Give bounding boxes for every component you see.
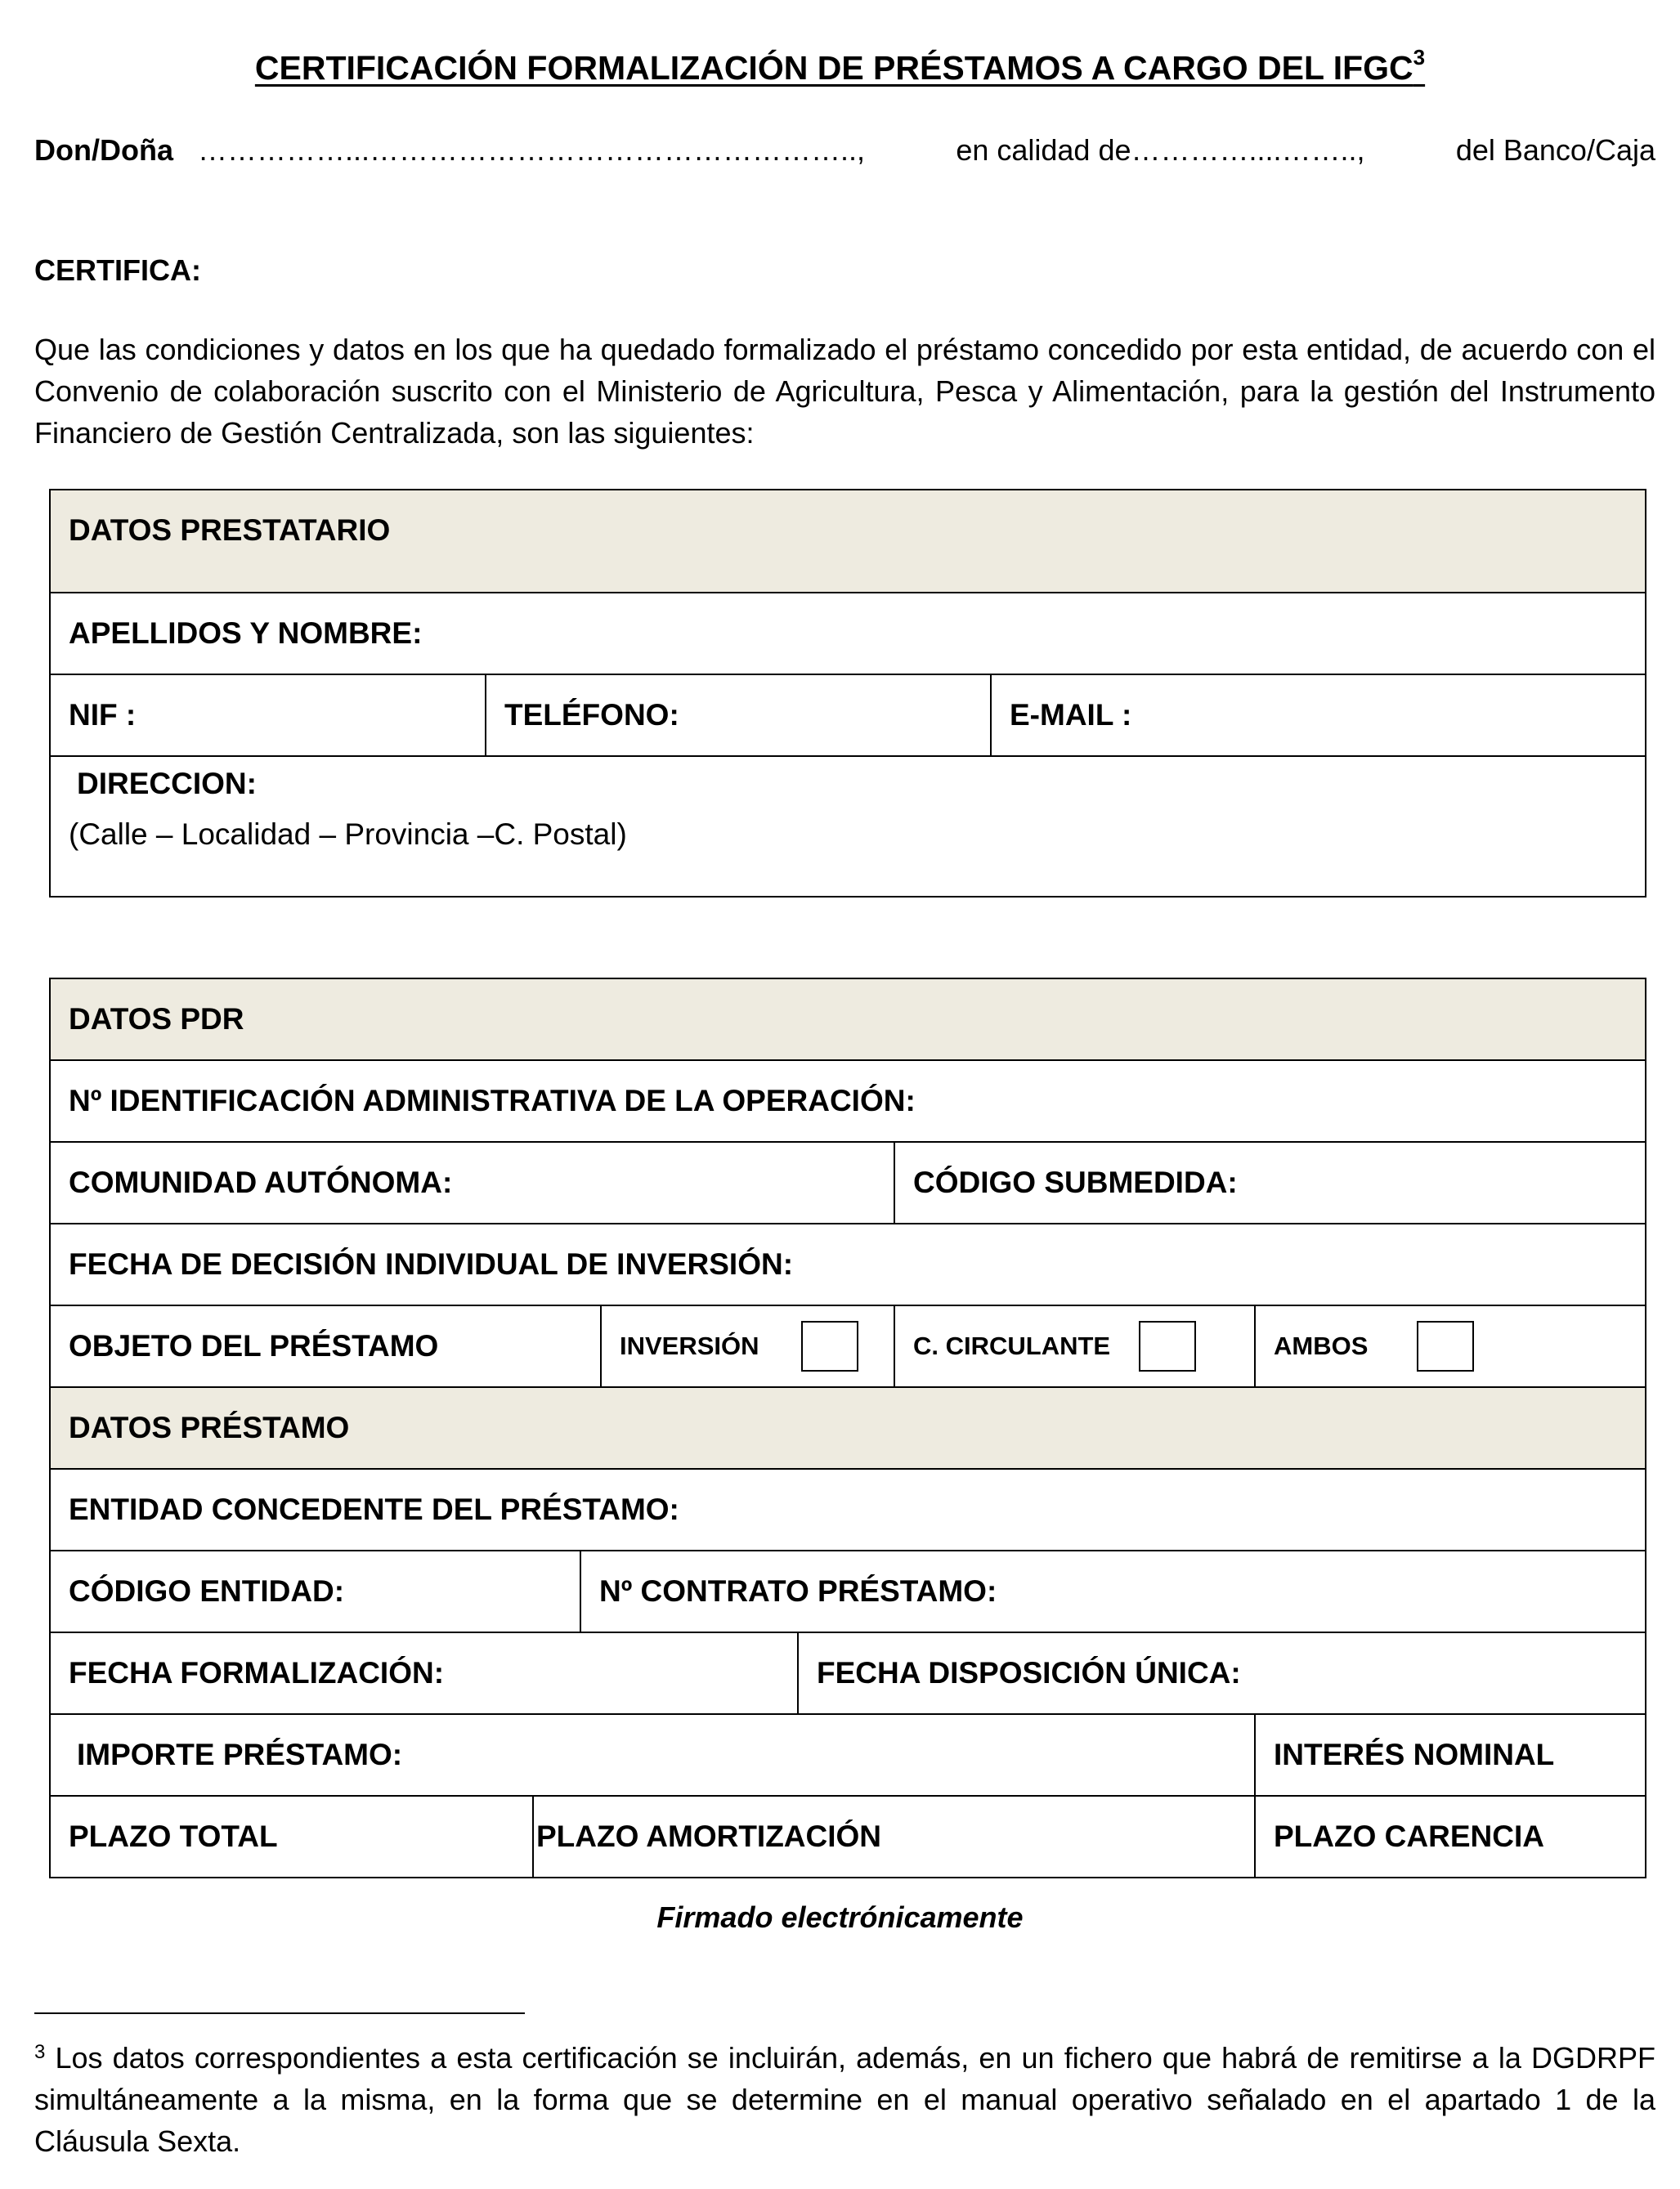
- plazo-total-field: PLAZO TOTAL: [50, 1796, 533, 1878]
- title-footnote-ref: 3: [1413, 45, 1426, 69]
- plazo-amortizacion-label: PLAZO AMORTIZACIÓN: [536, 1820, 882, 1853]
- footnote-ref: 3: [34, 2041, 46, 2063]
- name-dots-field: ……………...…………………………………………..,: [198, 133, 866, 167]
- comunidad-field: COMUNIDAD AUTÓNOMA:: [50, 1142, 894, 1224]
- inversion-checkbox[interactable]: [801, 1321, 858, 1372]
- certifica-heading: CERTIFICA:: [34, 253, 201, 287]
- inversion-label: INVERSIÓN: [620, 1332, 759, 1360]
- prestamo-header: DATOS PRÉSTAMO: [50, 1387, 1646, 1469]
- footnote-divider: [34, 2012, 525, 2014]
- don-label: Don/Doña: [34, 133, 173, 167]
- ambos-option: [1255, 1305, 1646, 1387]
- objeto-label: OBJETO DEL PRÉSTAMO: [50, 1305, 601, 1387]
- prestatario-header: DATOS PRESTATARIO: [50, 490, 1646, 593]
- ambos-checkbox[interactable]: [1417, 1321, 1474, 1372]
- footnote: [34, 2031, 1655, 2162]
- plazo-amortizacion-field: [533, 1796, 1255, 1878]
- inversion-option: [601, 1305, 894, 1387]
- direccion-label: DIRECCION:: [77, 767, 257, 800]
- nif-field: NIF :: [50, 674, 486, 756]
- calidad-text: en calidad de…………....……..,: [956, 133, 1365, 167]
- intro-line: [34, 133, 1655, 168]
- footnote-text: Los datos correspondientes a esta certificación se incluirán, además, en un fichero que habrá de remitirse a la DGDRPF simultáneamente a la misma, en la forma que se determine en el manual operativo señalado en el apartado 1 de la Cláusula Sexta.: [34, 2041, 1655, 2158]
- circulante-option: [894, 1305, 1255, 1387]
- document-title: [0, 45, 1680, 87]
- circulante-checkbox[interactable]: [1139, 1321, 1196, 1372]
- plazo-carencia-field: PLAZO CARENCIA: [1255, 1796, 1646, 1878]
- fecha-disposicion-field: FECHA DISPOSICIÓN ÚNICA:: [798, 1632, 1646, 1714]
- direccion-hint: (Calle – Localidad – Provincia –C. Postal): [69, 817, 627, 851]
- banco-text: del Banco/Caja: [1455, 133, 1655, 167]
- submedida-field: CÓDIGO SUBMEDIDA:: [894, 1142, 1646, 1224]
- identificacion-field: Nº IDENTIFICACIÓN ADMINISTRATIVA DE LA OPERACIÓN:: [50, 1060, 1646, 1142]
- telefono-field: TELÉFONO:: [486, 674, 991, 756]
- codigo-entidad-field: CÓDIGO ENTIDAD:: [50, 1551, 580, 1632]
- interes-field: INTERÉS NOMINAL: [1255, 1714, 1646, 1796]
- contrato-field: Nº CONTRATO PRÉSTAMO:: [580, 1551, 1646, 1632]
- prestatario-table: [49, 489, 1646, 898]
- email-field: E-MAIL :: [991, 674, 1646, 756]
- fecha-decision-field: FECHA DE DECISIÓN INDIVIDUAL DE INVERSIÓN:: [50, 1224, 1646, 1305]
- circulante-label: C. CIRCULANTE: [913, 1332, 1111, 1360]
- title-text: CERTIFICACIÓN FORMALIZACIÓN DE PRÉSTAMOS A CARGO DEL IFGC: [254, 49, 1413, 87]
- entidad-field: ENTIDAD CONCEDENTE DEL PRÉSTAMO:: [50, 1469, 1646, 1551]
- direccion-field: [50, 756, 1646, 897]
- ambos-label: AMBOS: [1274, 1332, 1369, 1360]
- fecha-formalizacion-field: FECHA FORMALIZACIÓN:: [50, 1632, 798, 1714]
- apellidos-field: APELLIDOS Y NOMBRE:: [50, 593, 1646, 674]
- signed-note: Firmado electrónicamente: [656, 1900, 1024, 1934]
- intro-paragraph: Que las condiciones y datos en los que ha quedado formalizado el préstamo concedido por esta entidad, de acuerdo con el Convenio de colaboración suscrito con el Ministerio de Agricultura, Pesca y Alimentación, para la gestión del Instrumento Financiero de Gestión Centralizada, son las siguientes:: [34, 333, 1655, 450]
- importe-field: IMPORTE PRÉSTAMO:: [50, 1714, 1255, 1796]
- pdr-header: DATOS PDR: [50, 978, 1646, 1060]
- pdr-prestamo-table: [49, 978, 1646, 1878]
